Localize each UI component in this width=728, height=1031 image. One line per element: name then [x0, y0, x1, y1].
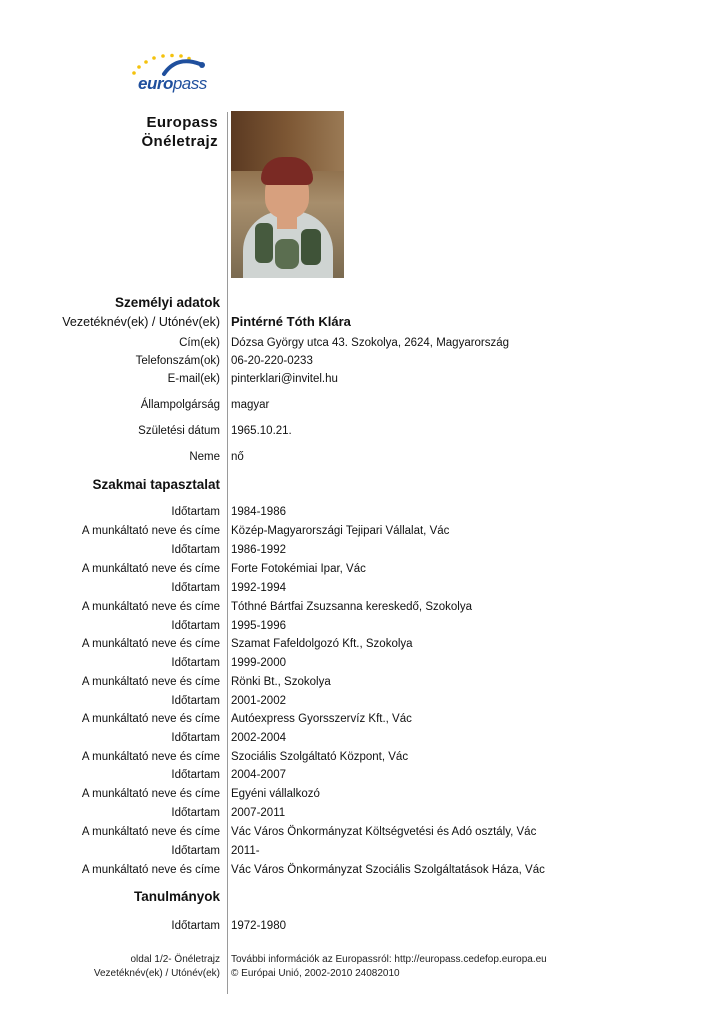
field-value: 1992-1994 [231, 582, 286, 594]
europass-wordmark: europass [138, 74, 207, 93]
section-heading: Személyi adatok [114, 295, 220, 310]
experience-row [0, 618, 728, 636]
field-value: 2007-2011 [231, 807, 286, 819]
field-value: 2002-2004 [231, 732, 286, 744]
field-label: Vezetéknév(ek) / Utónév(ek) [62, 315, 220, 329]
field-label: Állampolgárság [140, 399, 220, 411]
field-value: 2011- [231, 845, 260, 857]
document-title [141, 113, 218, 151]
field-label: A munkáltató neve és címe [81, 788, 220, 800]
field-value: Pintérné Tóth Klára [231, 314, 351, 329]
education-row [0, 918, 728, 936]
field-label: Időtartam [171, 845, 220, 857]
field-label: Időtartam [171, 732, 220, 744]
field-value: 06-20-220-0233 [231, 355, 313, 367]
experience-row [0, 504, 728, 522]
field-value: Autóexpress Gyorsszervíz Kft., Vác [231, 713, 412, 725]
field-label: Időtartam [171, 582, 220, 594]
experience-row [0, 824, 728, 842]
field-label: Időtartam [171, 695, 220, 707]
experience-row [0, 655, 728, 673]
experience-row [0, 730, 728, 748]
field-label: Telefonszám(ok) [135, 355, 220, 367]
footer-more-info: További információk az Europassról: http://europass.cedefop.europa.eu [231, 954, 547, 965]
experience-row [0, 711, 728, 729]
field-label: E-mail(ek) [167, 373, 220, 385]
personal-row-name [0, 314, 728, 332]
section-experience [0, 476, 728, 494]
field-value: Szociális Szolgáltató Központ, Vác [231, 751, 409, 763]
field-value: Szamat Fafeldolgozó Kft., Szokolya [231, 638, 413, 650]
field-label: Időtartam [171, 920, 220, 932]
field-value: 2004-2007 [231, 769, 286, 781]
experience-row [0, 636, 728, 654]
field-value: magyar [231, 399, 270, 411]
field-value: Tóthné Bártfai Zsuzsanna kereskedő, Szokolya [231, 601, 472, 613]
experience-row [0, 599, 728, 617]
field-label: A munkáltató neve és címe [81, 525, 220, 537]
field-label: Neme [189, 451, 220, 463]
field-value: Vác Város Önkormányzat Szociális Szolgáltatások Háza, Vác [231, 864, 545, 876]
field-label: Időtartam [171, 620, 220, 632]
field-value: 1984-1986 [231, 506, 286, 518]
personal-row-phone [0, 353, 728, 371]
footer-page-info [94, 953, 220, 981]
field-label: Időtartam [171, 769, 220, 781]
field-label: A munkáltató neve és címe [81, 751, 220, 763]
footer-copyright: © Európai Unió, 2002-2010 24082010 [231, 968, 400, 979]
field-value: 1995-1996 [231, 620, 286, 632]
experience-row [0, 674, 728, 692]
section-heading: Tanulmányok [133, 889, 220, 904]
experience-row [0, 523, 728, 541]
experience-row [0, 843, 728, 861]
personal-row-gender [0, 449, 728, 467]
field-label: Időtartam [171, 506, 220, 518]
footer-europass-info [231, 953, 547, 981]
field-value: Dózsa György utca 43. Szokolya, 2624, Magyarország [231, 337, 510, 349]
field-value: Rönki Bt., Szokolya [231, 676, 331, 688]
section-personal [0, 294, 728, 312]
experience-row [0, 805, 728, 823]
field-label: A munkáltató neve és címe [81, 676, 220, 688]
field-label: Születési dátum [138, 425, 220, 437]
field-value: 2001-2002 [231, 695, 286, 707]
field-value: Forte Fotokémiai Ipar, Vác [231, 563, 366, 575]
section-heading: Szakmai tapasztalat [92, 477, 220, 492]
field-label: Cím(ek) [179, 337, 220, 349]
footer-name-label: Vezetéknév(ek) / Utónév(ek) [93, 968, 220, 979]
experience-row [0, 767, 728, 785]
field-value: Közép-Magyarországi Tejipari Vállalat, Vác [231, 525, 450, 537]
field-value: Egyéni vállalkozó [231, 788, 320, 800]
experience-row [0, 561, 728, 579]
field-value: nő [231, 451, 244, 463]
personal-row-nationality [0, 397, 728, 415]
field-value: pinterklari@invitel.hu [231, 373, 338, 385]
profile-photo [231, 111, 344, 278]
personal-row-birthdate [0, 423, 728, 441]
field-label: A munkáltató neve és címe [81, 864, 220, 876]
field-label: A munkáltató neve és címe [81, 638, 220, 650]
field-label: Időtartam [171, 544, 220, 556]
field-label: A munkáltató neve és címe [81, 713, 220, 725]
experience-row [0, 749, 728, 767]
field-value: 1986-1992 [231, 544, 286, 556]
personal-row-address [0, 335, 728, 353]
personal-row-email [0, 371, 728, 389]
experience-row [0, 693, 728, 711]
field-label: Időtartam [171, 807, 220, 819]
field-value: 1972-1980 [231, 920, 286, 932]
experience-row [0, 862, 728, 880]
field-value: 1965.10.21. [231, 425, 292, 437]
experience-row [0, 542, 728, 560]
title-line-1: Europass [146, 114, 218, 131]
europass-logo [124, 52, 220, 102]
field-label: A munkáltató neve és címe [81, 563, 220, 575]
section-education [0, 888, 728, 906]
field-label: Időtartam [171, 657, 220, 669]
field-value: 1999-2000 [231, 657, 286, 669]
footer-page-number: oldal 1/2- Önéletrajz [130, 954, 220, 965]
experience-row [0, 580, 728, 598]
title-line-2: Önéletrajz [141, 133, 218, 150]
field-label: A munkáltató neve és címe [81, 601, 220, 613]
field-value: Vác Város Önkormányzat Költségvetési és Adó osztály, Vác [231, 826, 537, 838]
experience-row [0, 786, 728, 804]
field-label: A munkáltató neve és címe [81, 826, 220, 838]
